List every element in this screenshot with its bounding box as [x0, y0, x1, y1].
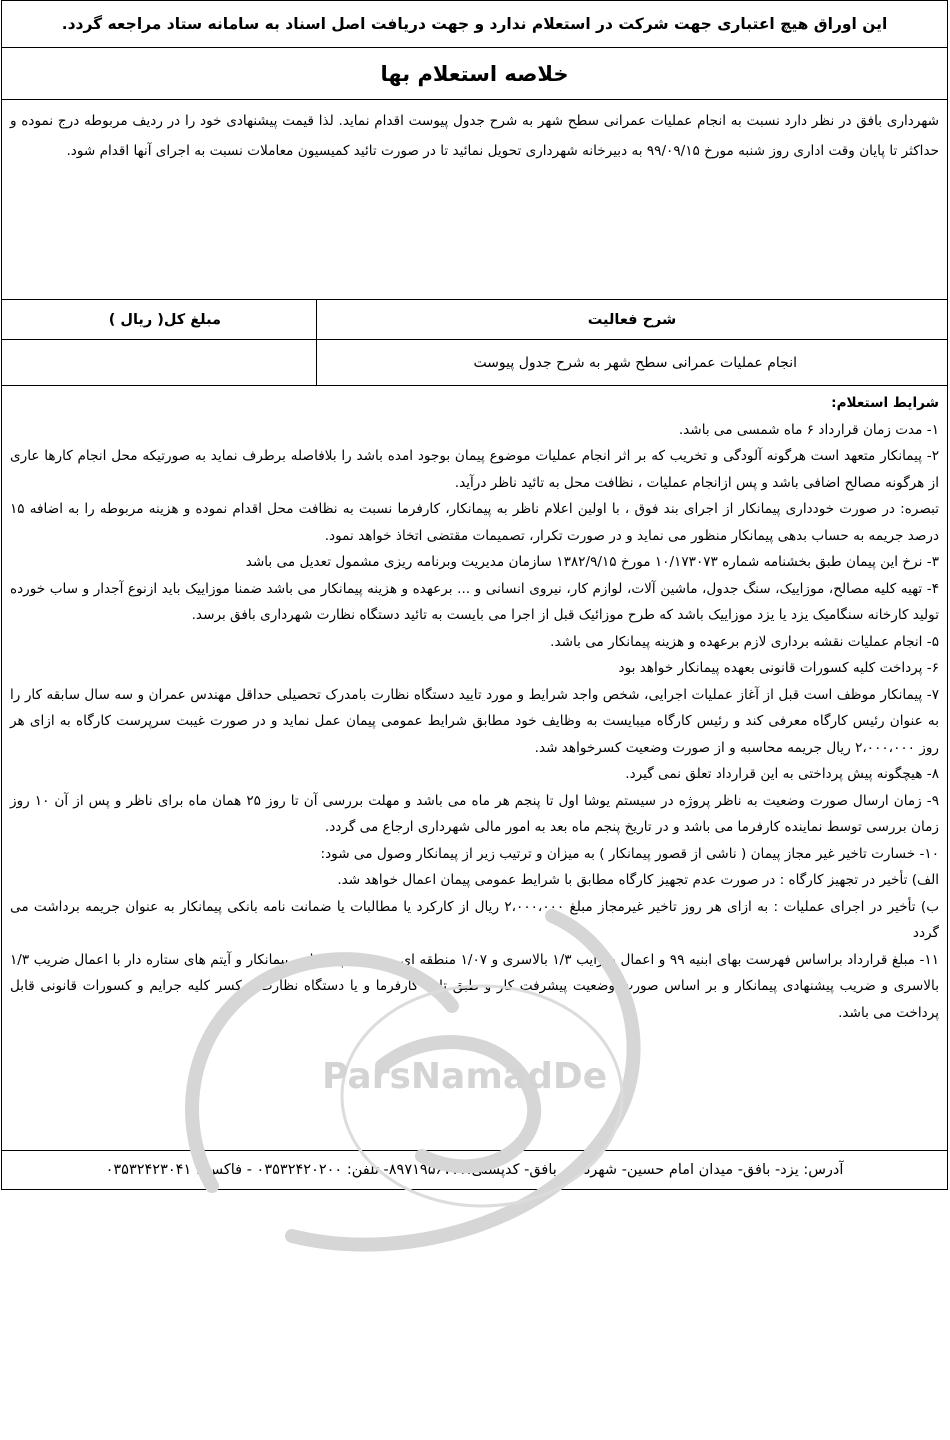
page-title: خلاصه استعلام بها: [2, 48, 947, 100]
condition-item: ۱۱- مبلغ قرارداد براساس فهرست بهای ابنیه ۹۹ و اعمال ضرایب ۱/۳ بالاسری و ۱/۰۷ منطقه ای و ضریب پیشنهادی پیمانکار و آیتم های ستاره دار با اعمال ضریب ۱/۳ بالاسری و ضریب پیشنهادی پیمانکار و بر اساس صورت وضعیت پیشرفت کار و طبق تایید کارفرما و یا دستگاه نظارت و کسر کلیه جرایم و کسورات قانونی قابل پرداخت می باشد.: [10, 951, 939, 1021]
address-footer: آدرس: یزد- بافق- میدان امام حسین- شهرداری بافق- کدپستی:۸۹۷۱۹۵۶۷۷۷- تلفن: ۰۳۵۳۲۴۲۰۲۰۰ - فاکس : ۰۳۵۳۲۴۲۳۰۴۱: [105, 1162, 844, 1178]
condition-item: ۶- پرداخت کلیه کسورات قانونی بعهده پیمانکار خواهد بود: [618, 660, 939, 676]
condition-item: ۱۰- خسارت تاخیر غیر مجاز پیمان ( ناشی از قصور پیمانکار ) به میزان و ترتیب زیر از پیمانکار وصول می شود:: [320, 845, 939, 862]
inquiry-document: [1, 0, 948, 1190]
condition-item: ۷- پیمانکار موظف است قبل از آغاز عملیات اجرایی، شخص واجد شرایط و مورد تایید دستگاه نظارت بامدرک تحصیلی حداقل مهندس عمران و سه سال سابقه کار را به عنوان رئیس کارگاه معرفی کند و رئیس کارگاه میبایست به وظایف خود مطابق شرایط عمومی پیمان عمل نماید و در صورت غیبت سرپرست کارگاه به ازای هر روز ۲،۰۰۰،۰۰۰ ریال جریمه محاسبه و از صورت وضعیت کسرخواهد شد.: [10, 686, 939, 756]
condition-item: ۳- نرخ این پیمان طبق بخشنامه شماره ۱۰/۱۷۳۰۷۳ مورخ ۱۳۸۲/۹/۱۵ سازمان مدیریت وبرنامه ریزی مشمول تعدیل می باشد: [245, 554, 939, 570]
condition-item: ۸- هیچگونه پیش پرداختی به این قرارداد تعلق نمی گیرد.: [625, 766, 939, 782]
stamp-stroke: [382, 1042, 534, 1166]
activity-cell: انجام عملیات عمرانی سطح شهر به شرح جدول پیوست: [316, 340, 947, 385]
condition-item: ۱- مدت زمان قرارداد ۶ ماه شمسی می باشد.: [678, 421, 939, 438]
condition-item: ۲- پیمانکار متعهد است هرگونه آلودگی و تخریب که بر اثر انجام عملیات موضوع پیمان بوجود امده باشد را بلافاصله برطرف نماید به صورتیکه محل انجام کارها عاری از هرگونه مصالح اضافی باشد و پس ازانجام عملیات ، نظافت محل به تائید ناظر درآید.: [10, 448, 939, 491]
amount-cell: [2, 340, 316, 385]
notice-banner: این اوراق هیچ اعتباری جهت شرکت در استعلام ندارد و جهت دریافت اصل اسناد به سامانه ستاد مراجعه گردد.: [2, 1, 947, 48]
condition-item: الف) تأخیر در تجهیز کارگاه : در صورت عدم تجهیز کارگاه مطابق با شرایط عمومی پیمان اعمال خواهد شد.: [337, 872, 939, 888]
conditions-section: [2, 386, 947, 1151]
watermark-text: ParsNamadDe: [322, 1056, 608, 1097]
col-activity-header: شرح فعالیت: [316, 300, 947, 339]
col-amount-header: مبلغ کل( ریال ): [108, 311, 221, 328]
condition-item: ۹- زمان ارسال صورت وضعیت به ناظر پروژه در سیستم یوشا اول تا پنجم هر ماه می باشد و مهلت بررسی آن تا روز ۲۵ همان ماه برای ناظر و پس از آن ۱۰ روز زمان بررسی توسط نماینده کارفرما می باشد و در تاریخ پنجم ماه بعد به امور مالی شهرداری ارجاع می گردد.: [10, 792, 939, 835]
conditions-heading: شرایط استعلام:: [831, 395, 939, 411]
condition-item: ب) تأخیر در اجرای عملیات : به ازای هر روز تاخیر غیرمجاز مبلغ ۲،۰۰۰،۰۰۰ ریال از کارکرد یا مطالبات یا ضمانت نامه بانکی پیمانکار به عنوان جریمه برداشت می گردد: [10, 898, 939, 941]
intro-paragraph: شهرداری بافق در نظر دارد نسبت به انجام عملیات عمرانی سطح شهر به شرح جدول پیوست اقدام نماید. لذا قیمت پیشنهادی خود را در ردیف مربوطه درج نموده و حداکثر تا پایان وقت اداری روز شنبه مورخ ۹۹/۰۹/۱۵ به دبیرخانه شهرداری تحویل نمائید تا در صورت تائید کمیسیون معاملات نسبت به اجرای آنها اقدام شود.: [2, 100, 947, 300]
activity-table-row: [2, 340, 947, 386]
condition-item: ۴- تهیه کلیه مصالح، موزاییک، سنگ جدول، ماشین آلات، لوازم کار، نیروی انسانی و ... برعهده و هزینه پیمانکار می باشد ضمنا موزاییک باید ازنوع آجدار و ساب خورده تولید کارخانه سنگامیک یزد یا یزد موزاییک باشد که طرح موزائیک قبل از اجرا می بایست به تائید دستگاه نظارت شهرداری بافق برسد.: [10, 580, 939, 623]
activity-table-header: [2, 300, 947, 340]
condition-item: ۵- انجام عملیات نقشه برداری لازم برعهده و هزینه پیمانکار می باشد.: [550, 633, 939, 650]
condition-item: تبصره: در صورت خودداری پیمانکار از اجرای بند فوق ، با اولین اعلام ناظر به پیمانکار، کارفرما نسبت به نظافت محل اقدام نموده و هزینه مربوطه را به اضافه ۱۵ درصد جریمه به حساب بدهی پیمانکار منظور می نماید و در صورت تکرار، تصمیمات مقتضی اتخاذ خواهد نمود.: [10, 501, 939, 544]
